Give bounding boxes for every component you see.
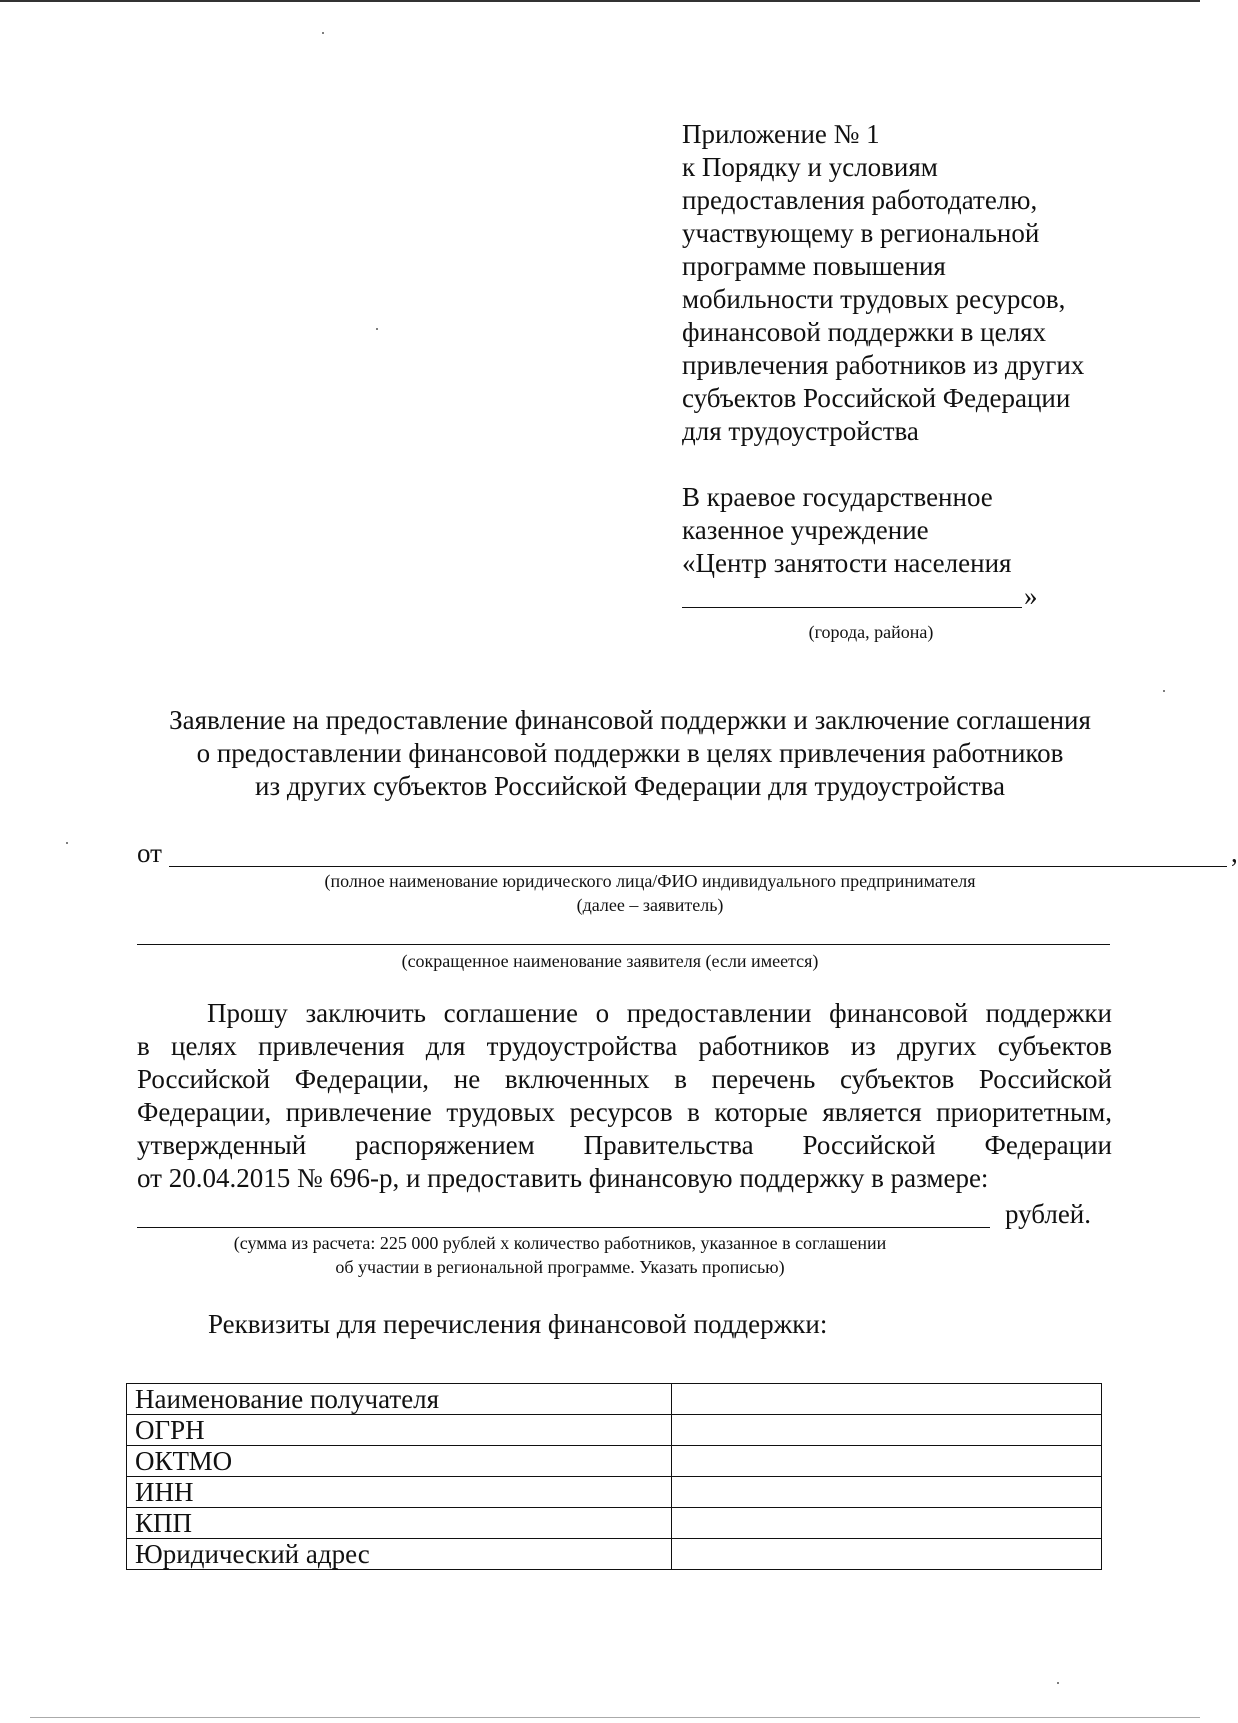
requisite-value-field[interactable]	[671, 1477, 1101, 1508]
requisite-label: КПП	[127, 1508, 672, 1539]
requisite-value-field[interactable]	[671, 1415, 1101, 1446]
table-row	[127, 1384, 1102, 1415]
hint-line: (сумма из расчета: 225 000 рублей х количество работников, указанное в соглашении	[233, 1233, 887, 1253]
request-line: Прошу заключить соглашение о предоставлении финансовой поддержки	[207, 998, 1112, 1028]
closing-quote: »	[1024, 581, 1038, 611]
requisite-value-field[interactable]	[671, 1384, 1101, 1415]
scan-speck	[1057, 1682, 1059, 1684]
table-row	[127, 1539, 1102, 1570]
from-label: от	[137, 838, 162, 868]
request-line: в целях привлечения для трудоустройства работников из других субъектов	[137, 1031, 1112, 1061]
amount-unit: рублей.	[1005, 1199, 1092, 1229]
request-paragraph	[137, 997, 1112, 1195]
title-line: из других субъектов Российской Федерации для трудоустройства	[255, 771, 1005, 801]
requisite-value-field[interactable]	[671, 1508, 1101, 1539]
requisite-value-field[interactable]	[671, 1539, 1101, 1570]
appendix-header	[682, 118, 1182, 448]
city-blank-row	[682, 580, 1182, 613]
table-row	[127, 1415, 1102, 1446]
amount-row	[137, 1199, 1112, 1233]
table-row	[127, 1446, 1102, 1477]
appendix-line: участвующему в региональной	[682, 218, 1040, 248]
hint-line: об участии в региональной программе. Указать прописью)	[335, 1257, 785, 1277]
appendix-line: привлечения работников из других	[682, 350, 1085, 380]
requisite-label: Наименование получателя	[127, 1384, 672, 1415]
amount-hint	[160, 1231, 960, 1279]
requisites-heading: Реквизиты для перечисления финансовой поддержки:	[208, 1309, 828, 1339]
appendix-line: финансовой поддержки в целях	[682, 317, 1046, 347]
addressee-block	[682, 481, 1182, 642]
amount-field[interactable]	[137, 1227, 990, 1228]
document-title	[130, 704, 1130, 803]
requisite-label: Юридический адрес	[127, 1539, 672, 1570]
appendix-line: программе повышения	[682, 251, 946, 281]
appendix-line: к Порядку и условиям	[682, 152, 938, 182]
hint-line: (далее – заявитель)	[576, 895, 724, 915]
appendix-line: для трудоустройства	[682, 416, 919, 446]
city-blank-field[interactable]	[682, 607, 1022, 608]
title-line: Заявление на предоставление финансовой поддержки и заключение соглашения	[169, 705, 1091, 735]
table-row	[127, 1508, 1102, 1539]
scan-speck	[1163, 690, 1165, 692]
request-line: утвержденный распоряжением Правительства Российской Федерации	[137, 1130, 1112, 1160]
request-line: Российской Федерации, не включенных в перечень субъектов Российской	[137, 1064, 1112, 1094]
scan-speck	[66, 842, 68, 844]
addressee-line: «Центр занятости населения	[682, 548, 1012, 578]
addressee-line: казенное учреждение	[682, 515, 929, 545]
request-line: от 20.04.2015 № 696-р, и предоставить финансовую поддержку в размере:	[137, 1163, 989, 1193]
applicant-full-name-field[interactable]	[169, 866, 1227, 867]
requisite-label: ИНН	[127, 1477, 672, 1508]
table-row	[127, 1477, 1102, 1508]
request-line: Федерации, привлечение трудовых ресурсов в которые является приоритетным,	[137, 1097, 1112, 1127]
requisites-table	[126, 1383, 1102, 1570]
applicant-full-name-hint	[250, 869, 1050, 917]
scan-speck	[376, 328, 378, 330]
from-comma: ,	[1231, 838, 1238, 868]
appendix-line: субъектов Российской Федерации	[682, 383, 1071, 413]
hint-line: (полное наименование юридического лица/ФИО индивидуального предпринимателя	[324, 871, 976, 891]
city-hint: (города, района)	[808, 622, 934, 642]
appendix-line: Приложение № 1	[682, 119, 880, 149]
appendix-line: мобильности трудовых ресурсов,	[682, 284, 1066, 314]
scan-speck	[322, 32, 324, 34]
scan-edge-top	[0, 0, 1200, 2]
requisite-label: ОГРН	[127, 1415, 672, 1446]
applicant-short-name-field[interactable]	[137, 944, 1110, 945]
title-line: о предоставлении финансовой поддержки в целях привлечения работников	[196, 738, 1064, 768]
applicant-from-row	[137, 838, 1238, 872]
requisite-value-field[interactable]	[671, 1446, 1101, 1477]
scan-edge-bottom	[30, 1717, 1200, 1718]
appendix-line: предоставления работодателю,	[682, 185, 1038, 215]
addressee-line: В краевое государственное	[682, 482, 993, 512]
requisite-label: ОКТМО	[127, 1446, 672, 1477]
applicant-short-name-hint: (сокращенное наименование заявителя (если имеется)	[401, 951, 819, 971]
